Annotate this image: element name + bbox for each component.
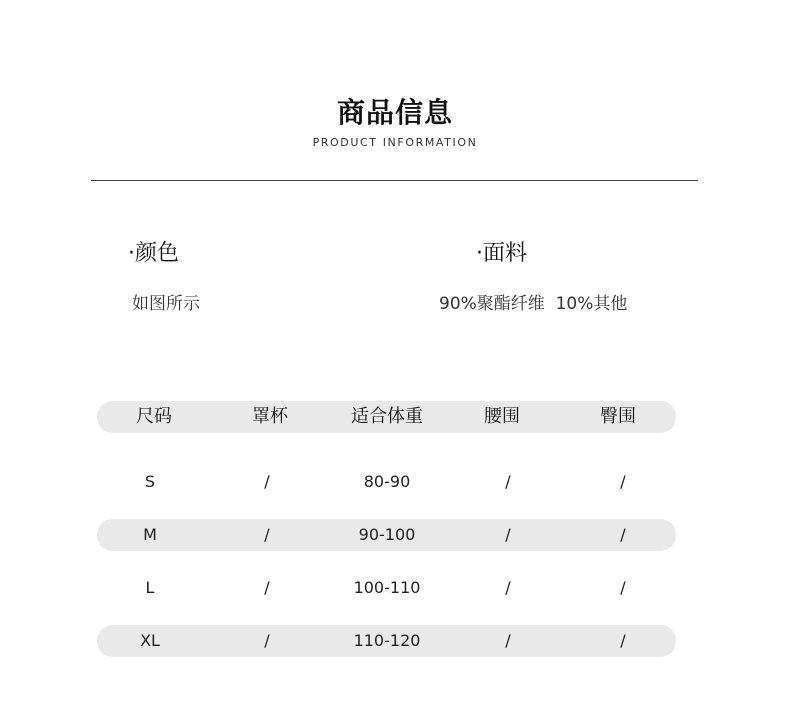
table-row	[97, 625, 676, 657]
cell-cup: /	[264, 631, 270, 650]
fabric-value: 90%聚酯纤维 10%其他	[439, 294, 628, 314]
divider	[91, 180, 698, 181]
table-row	[97, 466, 676, 498]
page-subtitle: PRODUCT INFORMATION	[312, 136, 478, 149]
cell-size: S	[144, 472, 156, 491]
cell-waist: /	[505, 631, 511, 650]
cell-hip: /	[620, 472, 626, 491]
cell-size: M	[143, 525, 157, 544]
table-row	[97, 572, 676, 604]
header-weight: 适合体重	[351, 406, 423, 427]
color-value: 如图所示	[132, 294, 200, 314]
header-size: 尺码	[136, 406, 172, 427]
cell-hip: /	[620, 631, 626, 650]
table-row	[97, 519, 676, 551]
cell-size: L	[145, 578, 155, 597]
page-title: 商品信息	[336, 96, 453, 129]
cell-hip: /	[620, 578, 626, 597]
cell-cup: /	[264, 472, 270, 491]
cell-waist: /	[505, 525, 511, 544]
header-cup: 罩杯	[252, 406, 288, 427]
cell-weight: 100-110	[353, 578, 421, 597]
size-table-header	[97, 401, 676, 433]
cell-weight: 80-90	[363, 472, 411, 491]
cell-waist: /	[505, 472, 511, 491]
header-hip: 臀围	[600, 406, 636, 427]
cell-weight: 110-120	[353, 631, 421, 650]
header-waist: 腰围	[484, 406, 520, 427]
cell-cup: /	[264, 578, 270, 597]
cell-waist: /	[505, 578, 511, 597]
cell-size: XL	[140, 631, 160, 650]
fabric-label: ·面料	[476, 241, 527, 266]
cell-hip: /	[620, 525, 626, 544]
cell-cup: /	[264, 525, 270, 544]
color-label: ·颜色	[128, 241, 179, 266]
cell-weight: 90-100	[358, 525, 416, 544]
